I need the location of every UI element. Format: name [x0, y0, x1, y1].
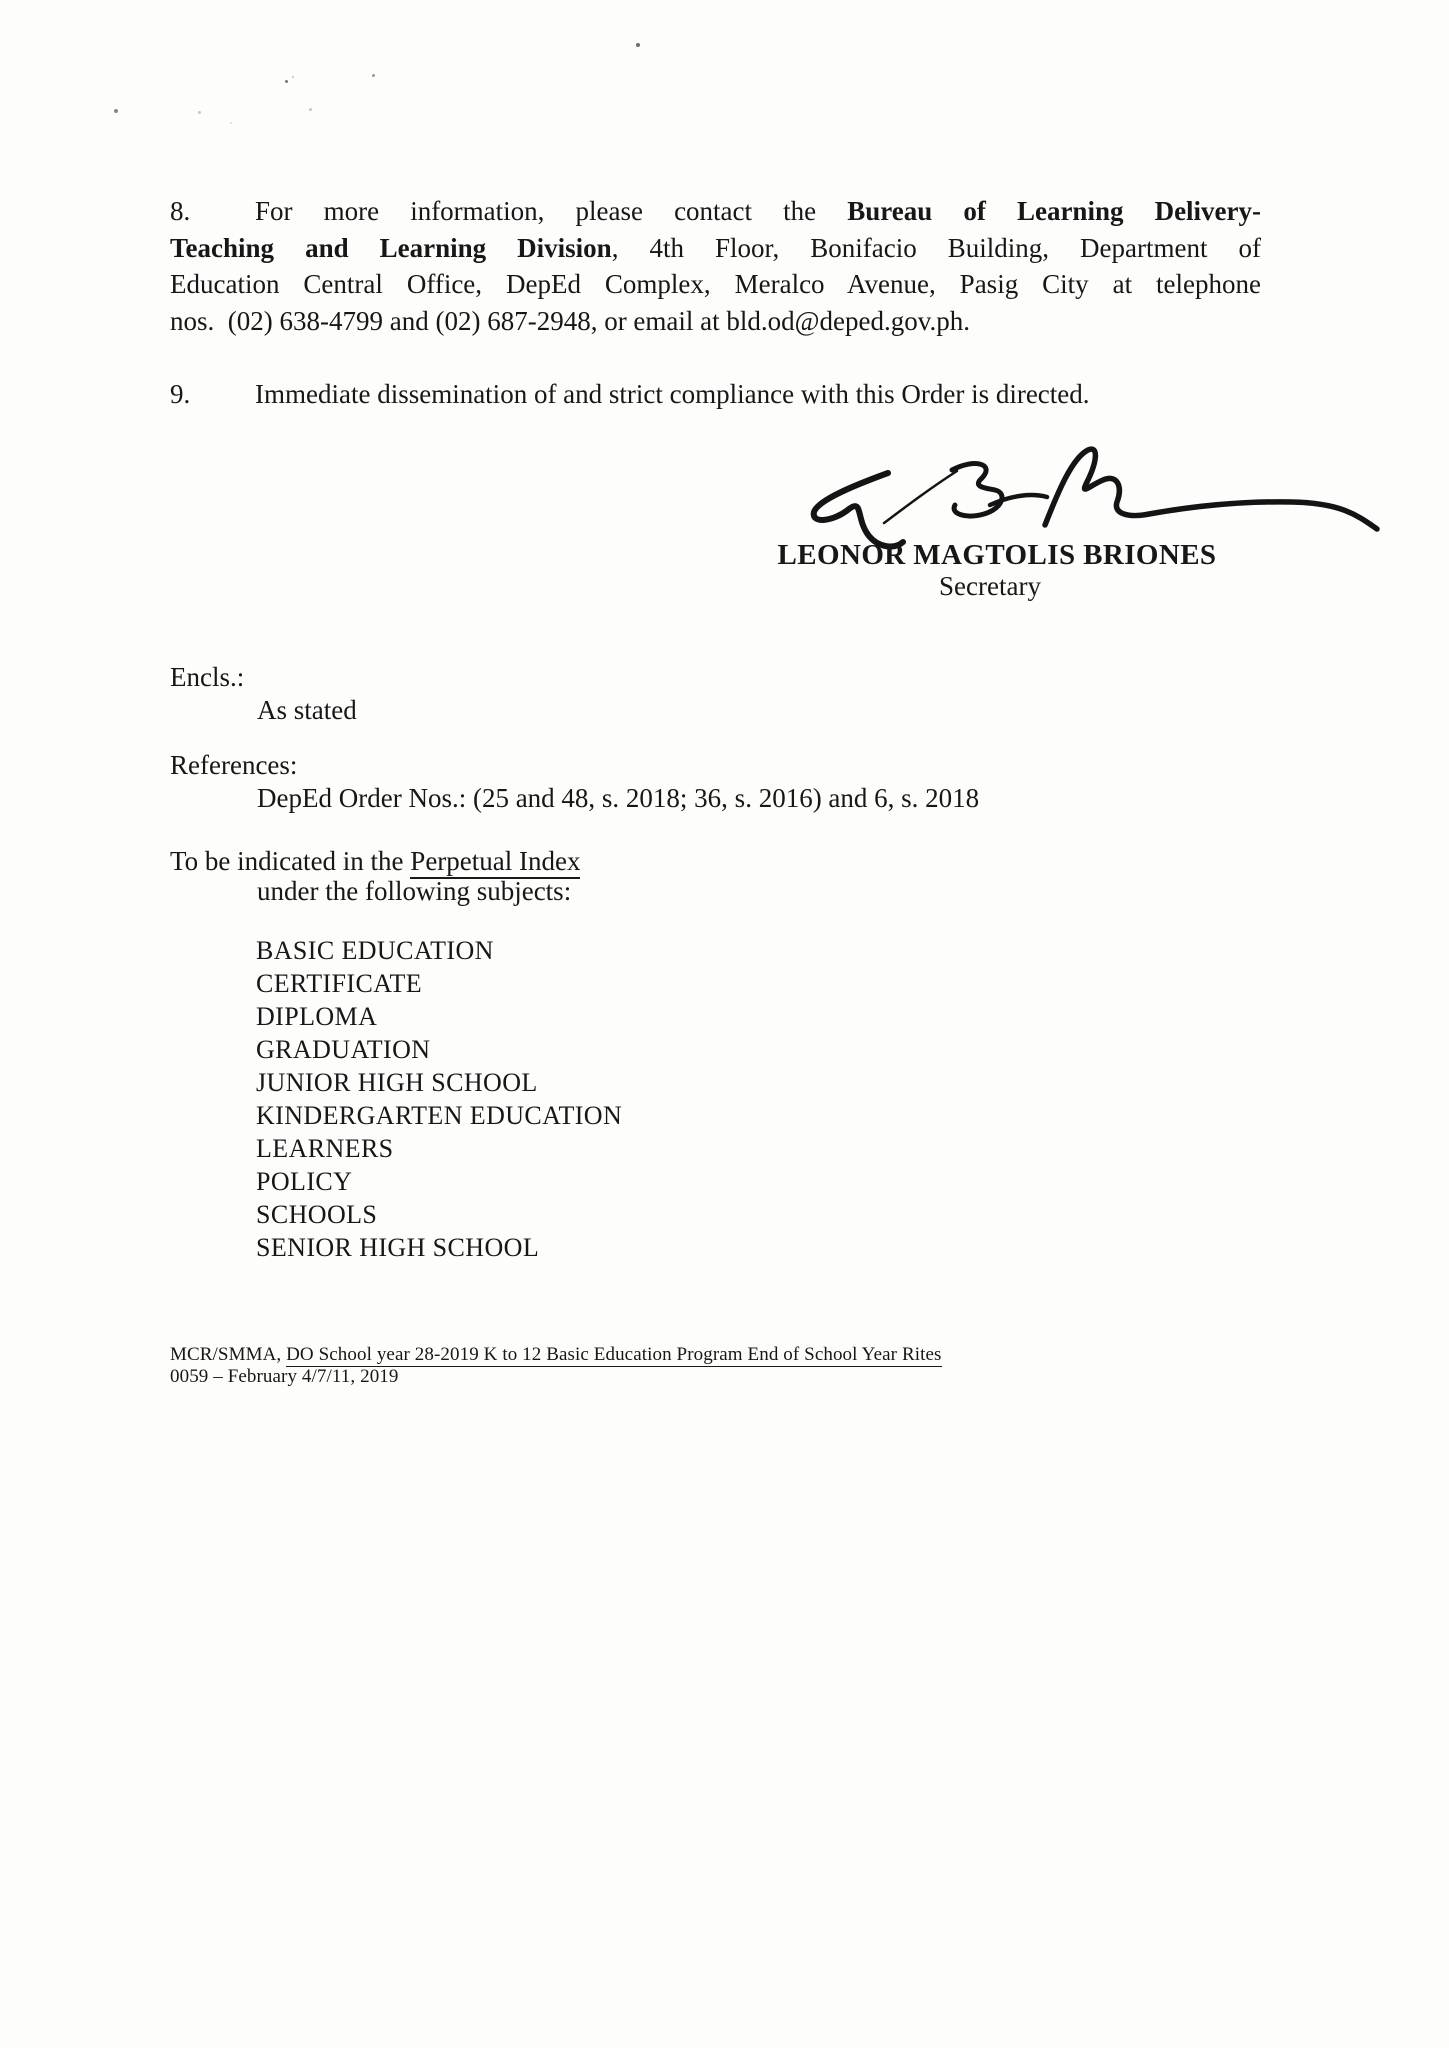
paragraph-text-bold: Bureau of Learning Delivery- — [847, 196, 1262, 226]
paragraph-line — [170, 230, 1261, 267]
paragraph-number: 9. — [170, 379, 191, 409]
paragraph-number: 8. — [170, 196, 191, 226]
subject-item: POLICY — [256, 1167, 353, 1196]
paragraph-line — [170, 266, 1261, 303]
signatory-title: Secretary — [939, 571, 1041, 601]
subject-item: BASIC EDUCATION — [256, 936, 494, 965]
references-value: DepEd Order Nos.: (25 and 48, s. 2018; 36, s. 2016) and 6, s. 2018 — [257, 783, 980, 813]
paragraph-text: , 4th Floor, Bonifacio Building, Department of — [611, 232, 1261, 263]
enclosures-value: As stated — [257, 695, 357, 725]
subject-item: JUNIOR HIGH SCHOOL — [256, 1068, 538, 1097]
paragraph-line — [170, 193, 1261, 230]
subject-item: SCHOOLS — [256, 1200, 378, 1229]
speck-dot — [114, 109, 118, 113]
paragraph-text: Education Central Office, DepEd Complex, Meralco Avenue, Pasig City at telephone — [170, 269, 1261, 299]
signatory-name: LEONOR MAGTOLIS BRIONES — [777, 539, 1217, 571]
paragraph-9 — [170, 376, 1261, 413]
subject-item: LEARNERS — [256, 1134, 394, 1163]
enclosures-label: Encls.: — [170, 662, 245, 692]
speck-dot — [292, 76, 294, 78]
speck-dot — [198, 111, 201, 114]
paragraph-line — [170, 376, 1261, 413]
speck-dot — [372, 74, 375, 77]
footer-initials: MCR/SMMA, — [170, 1344, 287, 1365]
perpetual-index-subline: under the following subjects: — [257, 876, 572, 906]
paragraph-text: For more information, please contact the — [255, 196, 848, 226]
subject-item: SENIOR HIGH SCHOOL — [256, 1233, 540, 1262]
subject-item: CERTIFICATE — [256, 969, 423, 998]
paragraph-text: nos. (02) 638-4799 and (02) 687-2948, or email at bld.od@deped.gov.ph. — [170, 305, 970, 336]
subject-item: DIPLOMA — [256, 1002, 378, 1031]
footer-order-title: DO School year 28-2019 K to 12 Basic Education Program End of School Year Rites — [286, 1344, 942, 1365]
footer-date-line: 0059 – February 4/7/11, 2019 — [170, 1366, 399, 1387]
footer-reference-line — [170, 1344, 1270, 1366]
subject-item: KINDERGARTEN EDUCATION — [256, 1101, 623, 1130]
subjects-list — [256, 934, 622, 1264]
perpetual-index-link: Perpetual Index — [410, 846, 580, 879]
paragraph-8 — [170, 193, 1261, 339]
perpetual-index-prefix: To be indicated in the — [170, 846, 411, 876]
speck-dot — [230, 122, 232, 124]
speck-dot — [285, 80, 288, 83]
speck-dot — [309, 108, 312, 111]
speck-dot — [636, 43, 640, 47]
paragraph-text-bold: Teaching and Learning Division — [170, 232, 612, 263]
references-label: References: — [170, 750, 298, 780]
paragraph-line — [170, 303, 1261, 340]
paragraph-text: Immediate dissemination of and strict compliance with this Order is directed. — [255, 379, 1090, 409]
subject-item: GRADUATION — [256, 1035, 431, 1064]
